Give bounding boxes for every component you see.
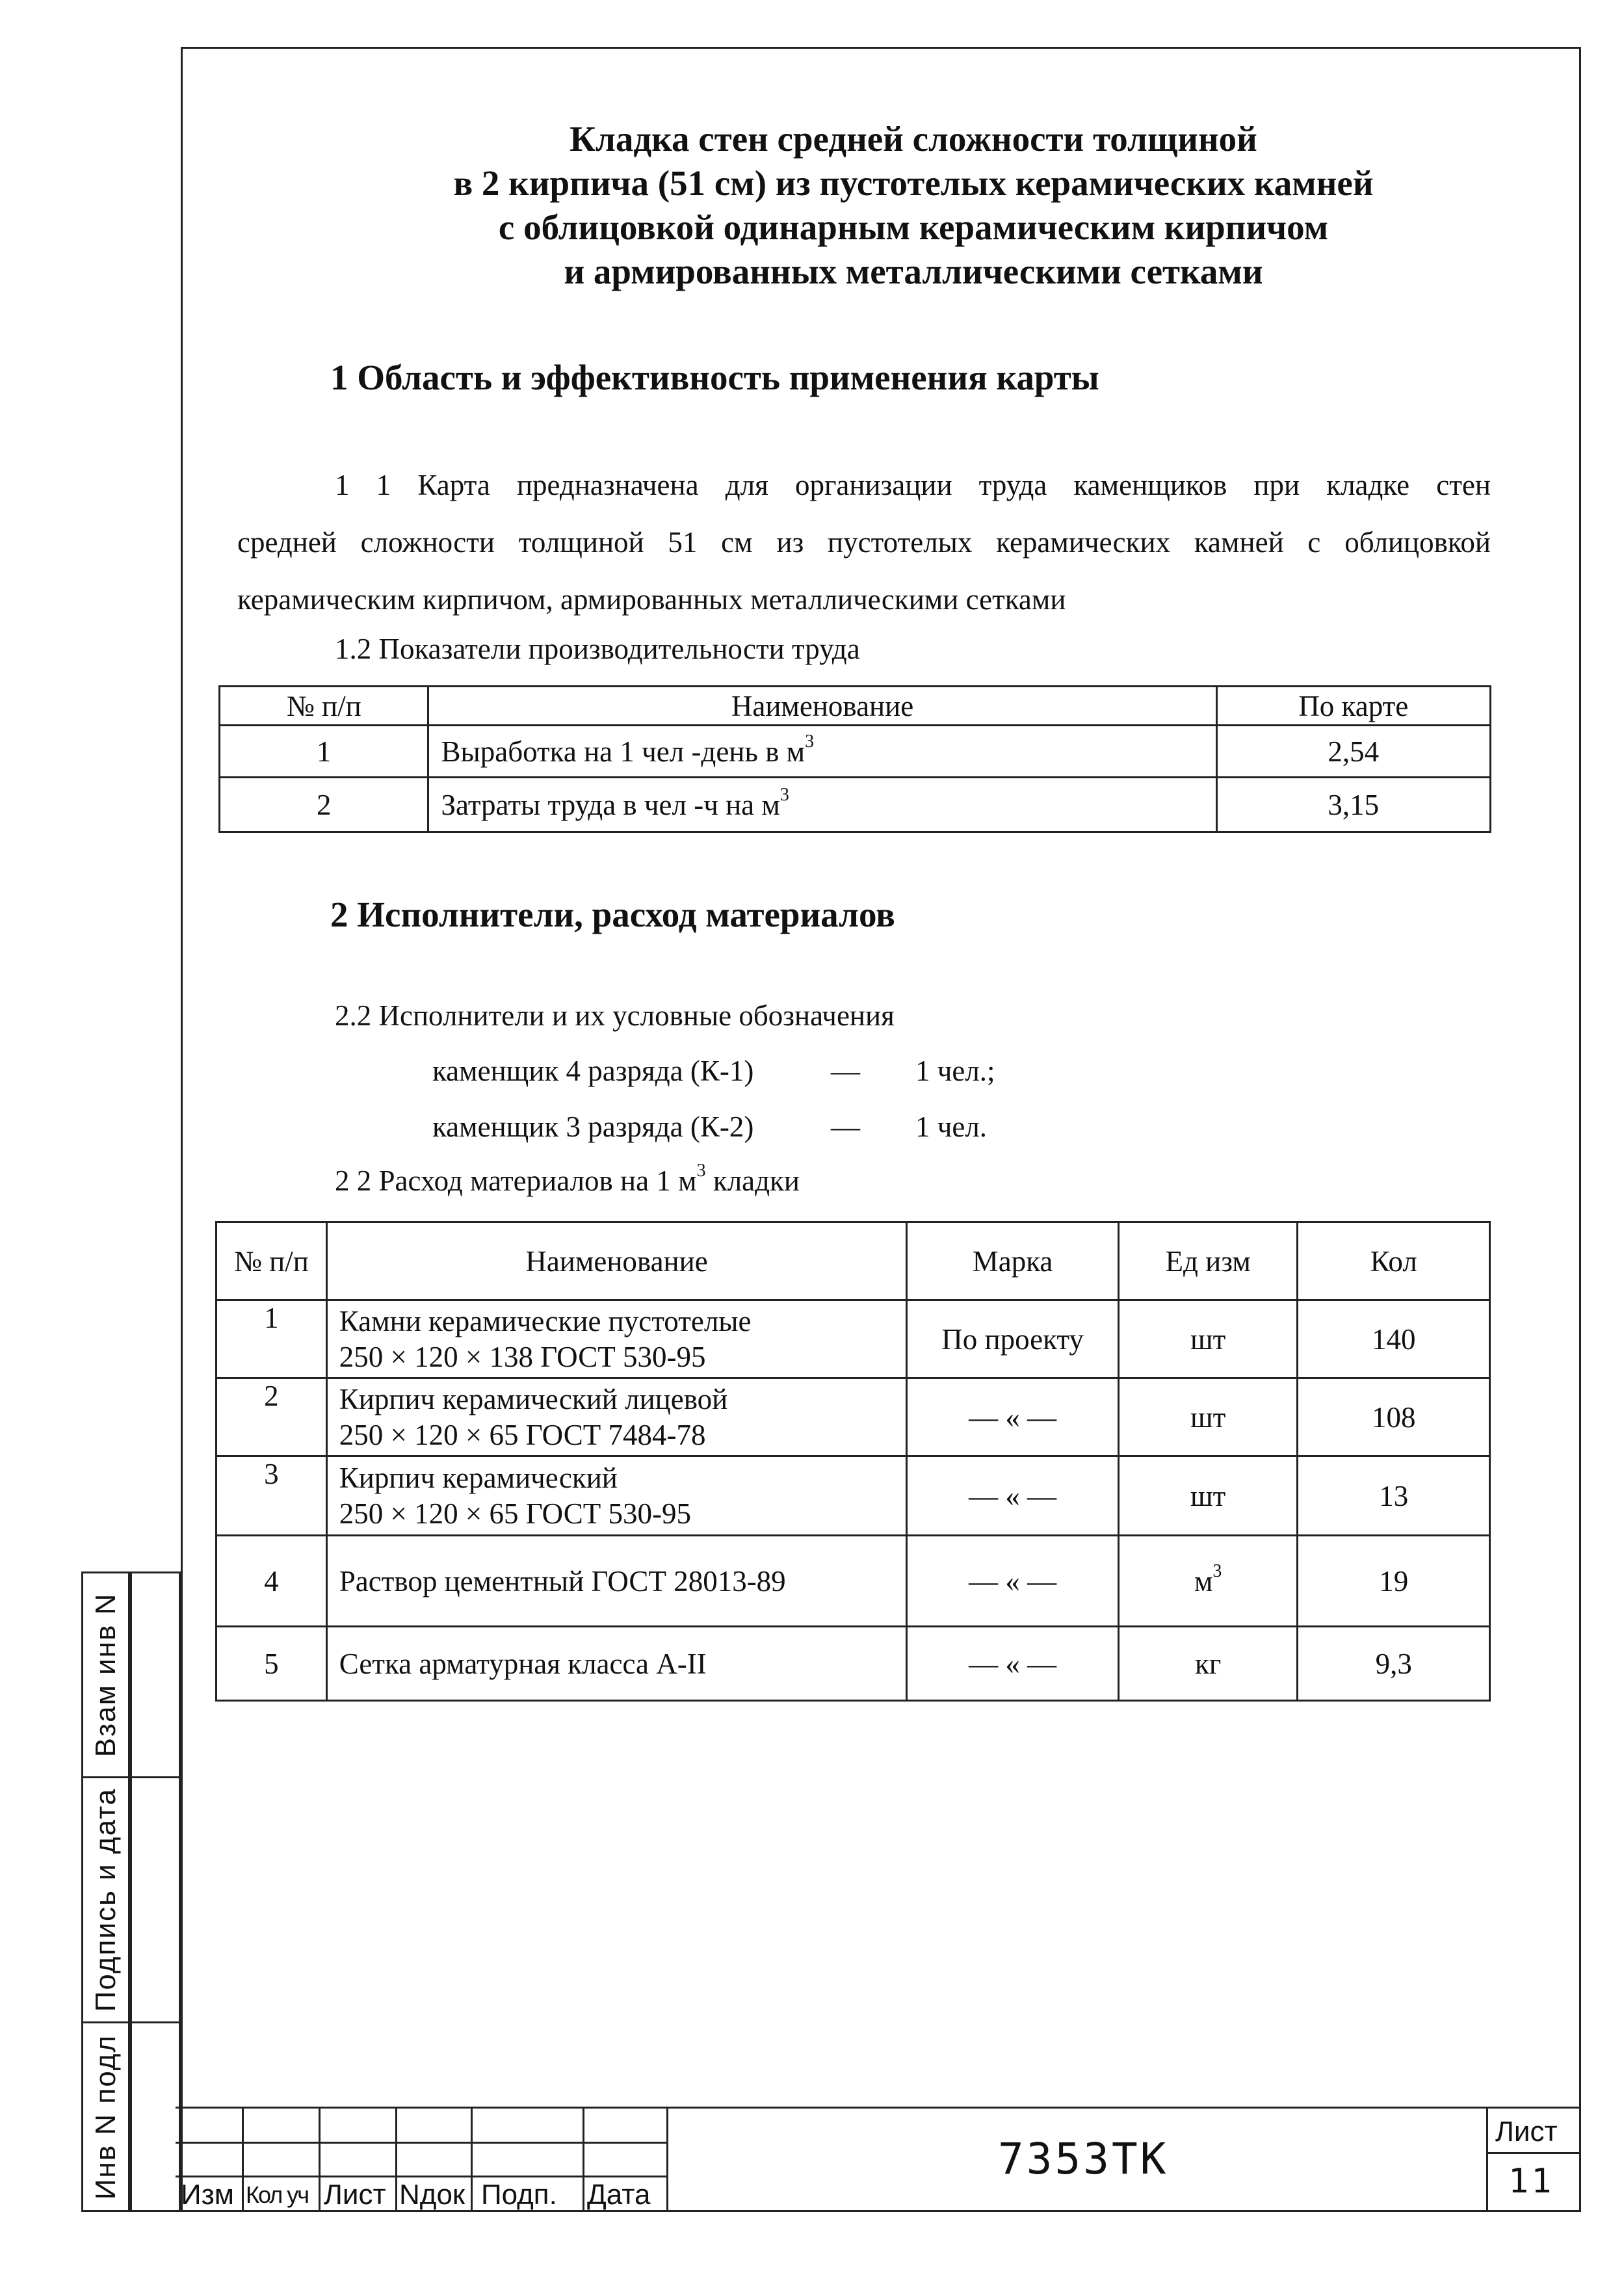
paragraph-line: керамическим кирпичом, армированных металлическими сетками [237, 583, 1066, 616]
worker-name: каменщик 3 разряда (К-2) [432, 1111, 754, 1143]
table-row [216, 1627, 1490, 1701]
header-cell: Ед изм [1118, 1222, 1298, 1300]
sheet-label: Лист [1495, 2116, 1558, 2148]
row-unit: $м^3$ [1118, 1536, 1298, 1627]
header-cell: № п/п [216, 1222, 327, 1300]
header-cell: № п/п [220, 687, 428, 726]
stamp-line [395, 2107, 397, 2212]
table-header-row [216, 1222, 1490, 1300]
sheet-number: 11 [1508, 2162, 1554, 2201]
row-unit: шт [1118, 1456, 1298, 1536]
row-mark: — « — [907, 1456, 1119, 1536]
row-value: 2,54 [1216, 726, 1490, 778]
row-name: Кирпич керамический 250 × 120 × 65 ГОСТ 530-95 [326, 1456, 907, 1536]
side-stamp-label: Инв N подл [89, 2034, 122, 2200]
stamp-column-label: Дата [587, 2179, 651, 2211]
title-line: с облицовкой одинарным керамическим кирпичом [498, 207, 1329, 247]
title-block-stamp [176, 2107, 1581, 2212]
header-cell: Марка [907, 1222, 1119, 1300]
stamp-column-label: Изм [181, 2179, 235, 2211]
side-stamp-blank [130, 1571, 181, 1778]
row-unit: шт [1118, 1300, 1298, 1378]
paragraph-line: 1 1 Карта предназначена для организации труда каменщиков при кладке стен [335, 469, 1491, 501]
row-value: 3,15 [1216, 778, 1490, 832]
row-mark: — « — [907, 1378, 1119, 1456]
stamp-column-label: Кол уч [246, 2181, 308, 2208]
row-unit: шт [1118, 1378, 1298, 1456]
table-header-row [220, 687, 1491, 726]
table-row [216, 1300, 1490, 1378]
worker-count: 1 чел.; [915, 1055, 995, 1087]
header-cell: По карте [1216, 687, 1490, 726]
row-number: 4 [216, 1536, 327, 1627]
header-cell: Кол [1298, 1222, 1490, 1300]
row-mark: — « — [907, 1627, 1119, 1701]
paragraph-line: средней сложности толщиной 51 см из пустотелых керамических камней с облицовкой [237, 526, 1491, 559]
row-mark: — « — [907, 1536, 1119, 1627]
header-cell: Наименование [428, 687, 1216, 726]
stamp-line [1486, 2152, 1581, 2154]
table-row [220, 778, 1491, 832]
row-number: 2 [216, 1378, 327, 1456]
stamp-line [319, 2107, 321, 2212]
productivity-table [218, 685, 1491, 833]
row-mark: По проекту [907, 1300, 1119, 1378]
stamp-line [242, 2107, 244, 2212]
section-1-heading: 1 Область и эффективность применения карты [330, 358, 1099, 397]
row-qty: 9,3 [1298, 1627, 1490, 1701]
paragraph-1-1 [237, 456, 1491, 628]
side-stamp-label: Взам инв N [89, 1592, 122, 1757]
side-stamp-blank [130, 2021, 181, 2212]
row-qty: 140 [1298, 1300, 1490, 1378]
worker-dash: — [831, 1055, 860, 1087]
row-number: 1 [216, 1300, 327, 1378]
stamp-line [176, 2142, 668, 2144]
stamp-line [583, 2107, 584, 2212]
stamp-line [1486, 2107, 1488, 2212]
stamp-line [176, 2176, 668, 2177]
table-row [216, 1536, 1490, 1627]
row-qty: 19 [1298, 1536, 1490, 1627]
row-number: 2 [220, 778, 428, 832]
stamp-column-label: Лист [324, 2179, 386, 2211]
stamp-line [666, 2107, 668, 2212]
row-number: 5 [216, 1627, 327, 1701]
title-line: в 2 кирпича (51 см) из пустотелых керамических камней [453, 163, 1374, 203]
side-stamp-label: Подпись и дата [89, 1787, 122, 2012]
row-qty: 13 [1298, 1456, 1490, 1536]
row-name: Камни керамические пустотелые 250 × 120 × 138 ГОСТ 530-95 [326, 1300, 907, 1378]
table-row [216, 1456, 1490, 1536]
title-line: Кладка стен средней сложности толщиной [570, 119, 1257, 159]
worker-name: каменщик 4 разряда (К-1) [432, 1055, 754, 1087]
label-1-2: 1.2 Показатели производительности труда [335, 633, 860, 665]
row-name: Кирпич керамический лицевой 250 × 120 × 65 ГОСТ 7484-78 [326, 1378, 907, 1456]
label-2-2-workers: 2.2 Исполнители и их условные обозначения [335, 999, 895, 1032]
section-2-heading: 2 Исполнители, расход материалов [330, 895, 895, 934]
side-stamp-blank [130, 1776, 181, 2023]
materials-table [215, 1221, 1491, 1702]
row-qty: 108 [1298, 1378, 1490, 1456]
label-2-2-materials: 2 2 Расход материалов на 1 $м^3$ кладки [335, 1161, 800, 1197]
side-stamp-cell [81, 2021, 130, 2212]
side-stamp-cell [81, 1776, 130, 2023]
document-code: 7353ТК [998, 2134, 1169, 2184]
stamp-column-label: Nдок [399, 2179, 465, 2211]
document-title [325, 117, 1502, 294]
stamp-line [176, 2107, 1581, 2109]
worker-dash: — [831, 1111, 860, 1143]
side-stamp-cell [81, 1571, 130, 1778]
table-row [216, 1378, 1490, 1456]
row-unit: кг [1118, 1627, 1298, 1701]
row-number: 3 [216, 1456, 327, 1536]
row-name: Раствор цементный ГОСТ 28013-89 [326, 1536, 907, 1627]
title-line: и армированных металлическими сетками [564, 252, 1263, 291]
stamp-line [471, 2107, 473, 2212]
row-name: Выработка на 1 чел -день в $м^3$ [428, 726, 1216, 778]
row-number: 1 [220, 726, 428, 778]
row-name: Сетка арматурная класса А-II [326, 1627, 907, 1701]
table-row [220, 726, 1491, 778]
worker-count: 1 чел. [915, 1111, 988, 1143]
header-cell: Наименование [326, 1222, 907, 1300]
stamp-column-label: Подп. [481, 2179, 557, 2211]
row-name: Затраты труда в чел -ч на $м^3$ [428, 778, 1216, 832]
